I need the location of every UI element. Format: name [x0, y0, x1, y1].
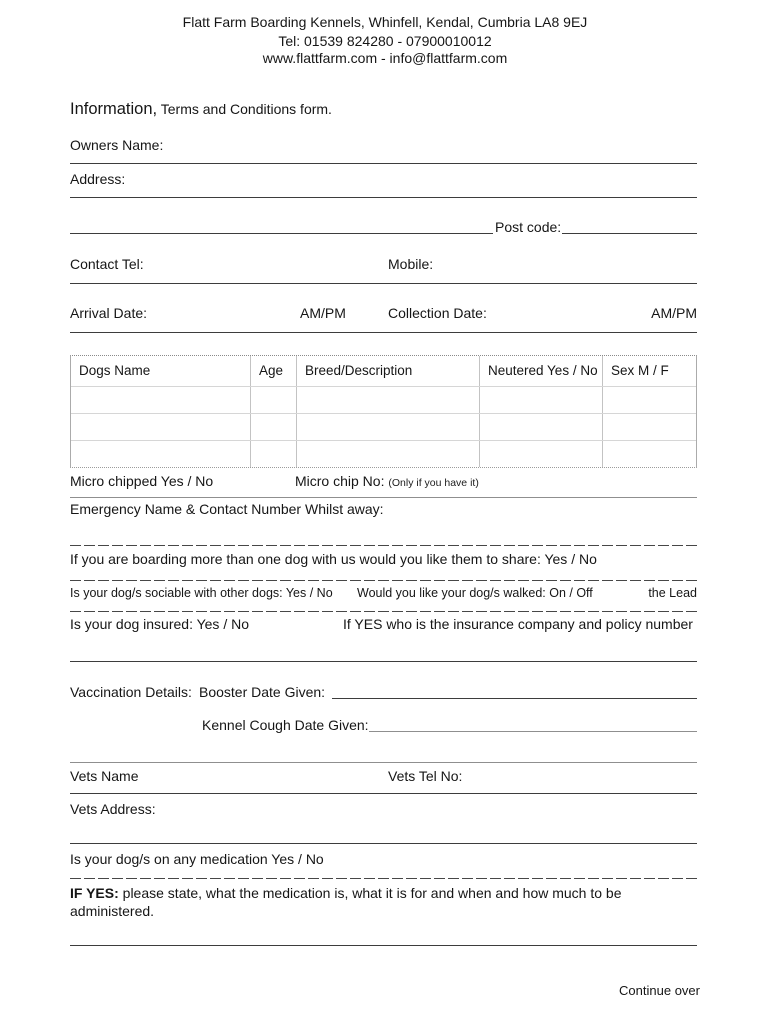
empty-cell — [602, 441, 698, 467]
empty-cell — [296, 387, 479, 413]
sociable-question: Is your dog/s sociable with other dogs: Yes / No — [70, 586, 333, 600]
medication-detail-line — [70, 945, 697, 946]
letterhead-phone: Tel: 01539 824280 - 07900010012 — [278, 33, 492, 49]
micro-chip-note: (Only if you have it) — [388, 477, 479, 489]
vaccination-section-line — [70, 762, 697, 763]
empty-cell — [479, 441, 602, 467]
insurance-company-question: If YES who is the insurance company and policy number — [343, 616, 693, 632]
micro-chip-no-label — [295, 473, 479, 492]
contact-tel-label: Contact Tel: — [70, 256, 144, 272]
collection-date-label: Collection Date: — [388, 305, 487, 321]
empty-cell — [71, 414, 250, 440]
form-title-emphasis: Information, — [70, 100, 158, 118]
emergency-contact-label: Emergency Name & Contact Number Whilst away: — [70, 501, 384, 517]
if-yes-rest: please state, what the medication is, what it is for and when and how much to be administered. — [70, 885, 622, 919]
dogs-table — [70, 355, 697, 468]
vets-address-label: Vets Address: — [70, 801, 156, 817]
vets-name-line — [70, 793, 697, 794]
mobile-label: Mobile: — [388, 256, 434, 272]
form-title-rest: Terms and Conditions form. — [157, 101, 332, 117]
empty-cell — [479, 387, 602, 413]
vaccination-details-label: Vaccination Details: — [70, 684, 192, 700]
address-line-2 — [70, 233, 493, 234]
share-line — [70, 580, 697, 581]
address-label: Address: — [70, 171, 126, 187]
if-yes-bold: IF YES: — [70, 885, 119, 901]
collection-am-pm: AM/PM — [651, 305, 697, 321]
emergency-line — [70, 545, 697, 546]
col-header-age: Age — [250, 356, 296, 386]
vets-address-line — [70, 843, 697, 844]
dogs-table-header-row — [71, 356, 696, 386]
micro-chip-no-text: Micro chip No: — [295, 473, 385, 489]
owners-name-label: Owners Name: — [70, 137, 164, 153]
dogs-table-empty-row — [71, 440, 696, 467]
form-title — [70, 99, 332, 119]
owners-name-line — [70, 163, 697, 164]
dates-line — [70, 332, 697, 333]
dogs-table-empty-row — [71, 413, 696, 440]
vets-name-label: Vets Name — [70, 768, 139, 784]
col-header-dogs-name: Dogs Name — [79, 363, 151, 378]
arrival-am-pm: AM/PM — [300, 305, 346, 321]
address-line-1 — [70, 197, 697, 198]
post-code-label: Post code: — [495, 219, 562, 235]
medication-question: Is your dog/s on any medication Yes / No — [70, 851, 324, 867]
empty-cell — [479, 414, 602, 440]
booster-date-line — [332, 698, 697, 699]
empty-cell — [71, 441, 250, 467]
sociable-line — [70, 611, 697, 612]
if-yes-instructions — [70, 884, 650, 920]
contact-line — [70, 283, 697, 284]
booster-date-label: Booster Date Given: — [199, 684, 326, 700]
dogs-table-empty-row — [71, 386, 696, 413]
empty-cell — [602, 414, 698, 440]
empty-cell — [250, 414, 296, 440]
insured-question: Is your dog insured: Yes / No — [70, 616, 249, 632]
continue-over-note: Continue over — [619, 983, 700, 998]
empty-cell — [296, 414, 479, 440]
col-header-neutered: Neutered Yes / No — [479, 356, 602, 386]
walked-question: Would you like your dog/s walked: On / Off — [357, 586, 593, 600]
insurance-line — [70, 661, 697, 662]
empty-cell — [250, 441, 296, 467]
medication-line — [70, 878, 697, 879]
vets-tel-label: Vets Tel No: — [388, 768, 463, 784]
col-header-sex: Sex M / F — [602, 356, 698, 386]
share-question: If you are boarding more than one dog with us would you like them to share: Yes / No — [70, 551, 597, 567]
micro-chipped-label: Micro chipped Yes / No — [70, 473, 214, 489]
empty-cell — [602, 387, 698, 413]
empty-cell — [250, 387, 296, 413]
col-header-breed: Breed/Description — [296, 356, 479, 386]
letterhead-web-email: www.flattfarm.com - info@flattfarm.com — [262, 50, 508, 66]
empty-cell — [296, 441, 479, 467]
empty-cell — [71, 387, 250, 413]
kennel-cough-date-label: Kennel Cough Date Given: — [202, 717, 369, 733]
walked-lead-text: the Lead — [648, 586, 697, 600]
kennel-cough-date-line — [369, 731, 697, 732]
micro-chip-line — [70, 497, 697, 498]
letterhead-address: Flatt Farm Boarding Kennels, Whinfell, Kendal, Cumbria LA8 9EJ — [182, 14, 588, 30]
post-code-line — [562, 233, 697, 234]
arrival-date-label: Arrival Date: — [70, 305, 148, 321]
